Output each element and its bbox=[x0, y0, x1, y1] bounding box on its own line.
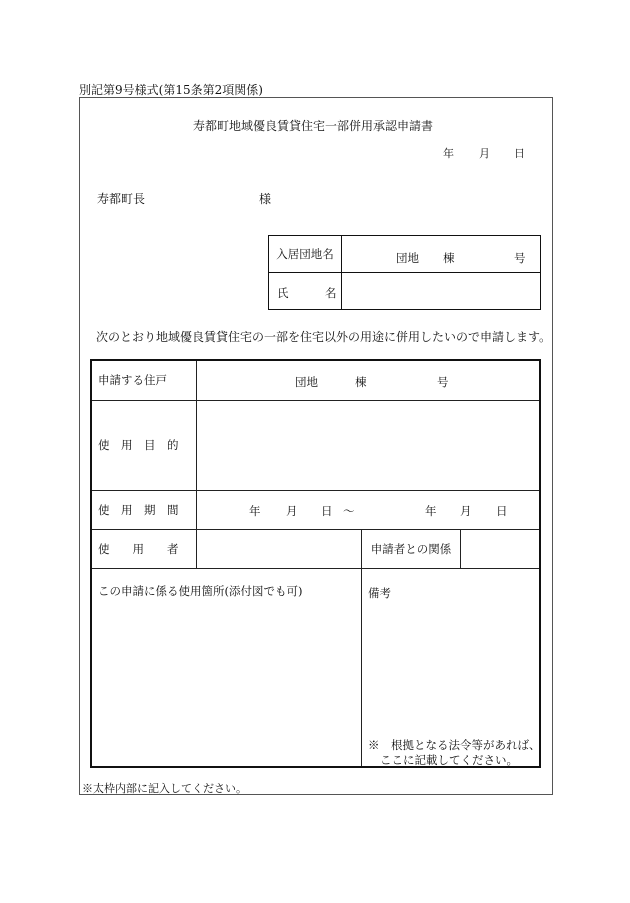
user-field[interactable] bbox=[197, 529, 362, 568]
applicant-name-field[interactable] bbox=[342, 273, 541, 310]
applicant-table bbox=[268, 235, 541, 310]
residence-label: 申請する住戸 bbox=[91, 360, 197, 400]
remarks-note-2: ここに記載してください。 bbox=[380, 752, 518, 767]
statement-text: 次のとおり地域優良賃貸住宅の一部を住宅以外の用途に併用したいので申請します。 bbox=[96, 330, 552, 344]
remarks-label: 備考 bbox=[368, 585, 391, 600]
applicant-danchi-field[interactable] bbox=[342, 236, 541, 273]
applicant-building-unit: 棟 bbox=[443, 251, 455, 265]
form-title: 寿都町地域優良賃貸住宅一部併用承認申請書 bbox=[193, 119, 434, 133]
honorific: 様 bbox=[259, 192, 272, 206]
residence-field[interactable]: 団地 棟 号 bbox=[197, 360, 541, 400]
location-field[interactable] bbox=[91, 568, 362, 767]
applicant-room-unit: 号 bbox=[514, 251, 526, 265]
period-field[interactable]: 年 月 日 ～ 年 月 日 bbox=[197, 490, 541, 529]
date-year: 年 bbox=[443, 147, 454, 160]
footer-note: ※太枠内部に記入してください。 bbox=[82, 782, 247, 795]
user-label: 使 用 者 bbox=[91, 529, 197, 568]
purpose-label: 使 用 目 的 bbox=[91, 400, 197, 490]
relation-label: 申請者との関係 bbox=[362, 529, 461, 568]
addressee: 寿都町長 bbox=[97, 192, 146, 206]
applicant-danchi-unit: 団地 bbox=[396, 251, 419, 265]
applicant-name-label: 氏 名 bbox=[269, 273, 342, 310]
applicant-danchi-label: 入居団地名 bbox=[269, 236, 342, 273]
remarks-note-1: ※ 根拠となる法令等があれば、 bbox=[368, 737, 541, 752]
application-table bbox=[90, 359, 541, 768]
date-month: 月 bbox=[479, 147, 490, 160]
period-label: 使 用 期 間 bbox=[91, 490, 197, 529]
purpose-field[interactable] bbox=[197, 400, 541, 490]
relation-field[interactable] bbox=[461, 529, 541, 568]
remarks-field[interactable] bbox=[362, 568, 541, 767]
form-number-note: 別記第9号様式(第15条第2項関係) bbox=[79, 83, 263, 97]
date-day: 日 bbox=[514, 147, 525, 160]
location-label: この申請に係る使用箇所(添付図でも可) bbox=[98, 583, 303, 598]
